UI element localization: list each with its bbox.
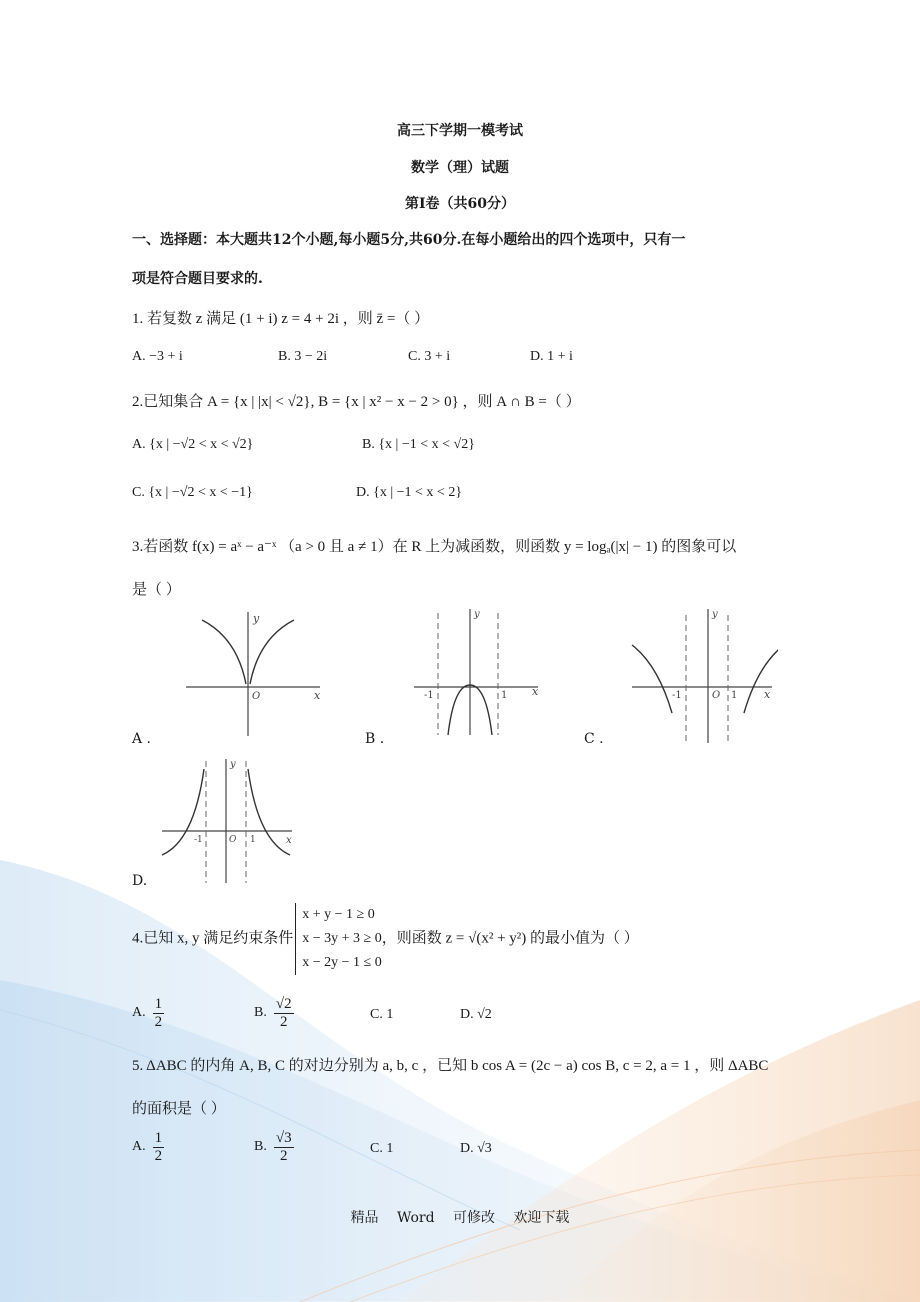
question-5-option-a: A. $\frac{1}{2}$ bbox=[132, 1130, 163, 1164]
svg-text:y: y bbox=[253, 612, 260, 625]
constraint-system bbox=[295, 903, 381, 975]
question-4-option-b: B. $\frac{√2}{2}$ bbox=[254, 996, 292, 1030]
question-3-label-a: A . bbox=[132, 731, 152, 747]
question-5-stem-line1: 5. ΔABC 的内角 A, B, C 的对边分别为 a, b, c ，已知 b cos A = (2c − a) cos B, c = 2, a = 1 ，则 ΔABC bbox=[132, 1058, 769, 1074]
question-3-label-b: B . bbox=[365, 731, 385, 747]
question-3-label-c: C . bbox=[584, 731, 604, 747]
part-heading: 第Ⅰ卷（共60分） bbox=[404, 196, 516, 212]
question-4-stem-post: ，则函数 z = √(x² + y²) 的最小值为（ ） bbox=[381, 930, 639, 947]
svg-text:x: x bbox=[764, 688, 771, 701]
svg-text:-1: -1 bbox=[672, 690, 682, 701]
svg-text:1: 1 bbox=[501, 690, 508, 701]
page-subtitle: 数学（理）试题 bbox=[411, 160, 509, 176]
svg-text:1: 1 bbox=[731, 690, 738, 701]
svg-text:y: y bbox=[712, 609, 718, 620]
question-5-option-d: D. √3 bbox=[460, 1141, 492, 1156]
question-3-stem-line1: 3.若函数 f(x) = aˣ − a⁻ˣ （a > 0 且 a ≠ 1）在 R 上为减函数，则函数 y = logₐ(|x| − 1) 的图象可以 bbox=[132, 539, 737, 555]
svg-text:y: y bbox=[474, 609, 480, 620]
question-1-option-b: B. 3 − 2i bbox=[278, 349, 328, 364]
question-4-option-a: A. $\frac{1}{2}$ bbox=[132, 996, 163, 1030]
graph-option-d bbox=[158, 757, 298, 885]
graph-option-a bbox=[182, 608, 332, 740]
question-3-label-d: D. bbox=[132, 873, 148, 889]
constraint-1: x + y − 1 ≥ 0 bbox=[302, 907, 375, 922]
question-4-stem-pre: 4.已知 x, y 满足约束条件 bbox=[132, 930, 294, 947]
svg-text:x: x bbox=[314, 689, 321, 702]
question-4-option-d: D. √2 bbox=[460, 1007, 492, 1022]
svg-text:x: x bbox=[286, 835, 292, 846]
question-1-option-d: D. 1 + i bbox=[530, 349, 573, 364]
question-5-option-b: B. $\frac{√3}{2}$ bbox=[254, 1130, 292, 1164]
page-footer: 精品 Word 可修改 欢迎下载 bbox=[350, 1210, 570, 1226]
question-2-option-c: C. {x | −√2 < x < −1} bbox=[132, 485, 253, 500]
graph-option-b bbox=[410, 605, 545, 740]
question-3-stem-line2: 是（ ） bbox=[132, 582, 181, 598]
question-1-stem: 1. 若复数 z 满足 (1 + i) z = 4 + 2i ，则 z̄ =（ ） bbox=[132, 311, 430, 327]
question-1-option-a: A. −3 + i bbox=[132, 349, 183, 364]
question-2-option-b: B. {x | −1 < x < √2} bbox=[362, 437, 475, 452]
svg-text:O: O bbox=[229, 835, 237, 845]
svg-text:O: O bbox=[252, 691, 261, 702]
question-2-option-d: D. {x | −1 < x < 2} bbox=[356, 485, 463, 500]
svg-text:y: y bbox=[230, 759, 236, 770]
question-4-option-c: C. 1 bbox=[370, 1007, 394, 1022]
question-5-stem-line2: 的面积是（ ） bbox=[132, 1101, 226, 1117]
question-1-option-c: C. 3 + i bbox=[408, 349, 451, 364]
question-2-stem: 2.已知集合 A = {x | |x| < √2}, B = {x | x² − x − 2 > 0} ，则 A ∩ B =（ ） bbox=[132, 394, 581, 410]
page-title: 高三下学期一模考试 bbox=[397, 123, 523, 139]
question-2-option-a: A. {x | −√2 < x < √2} bbox=[132, 437, 254, 452]
question-5-option-c: C. 1 bbox=[370, 1141, 394, 1156]
svg-text:x: x bbox=[532, 685, 539, 698]
constraint-3: x − 2y − 1 ≤ 0 bbox=[302, 955, 382, 970]
svg-text:-1: -1 bbox=[194, 835, 203, 845]
section-instructions-line2: 项是符合题目要求的. bbox=[132, 271, 263, 287]
svg-text:O: O bbox=[712, 690, 721, 701]
question-4-stem bbox=[132, 903, 639, 975]
svg-text:1: 1 bbox=[250, 835, 256, 845]
section-instructions-line1: 一、选择题：本大题共12个小题,每小题5分,共60分.在每小题给出的四个选项中，只有一 bbox=[132, 232, 686, 248]
svg-text:-1: -1 bbox=[424, 690, 434, 701]
graph-option-c bbox=[628, 605, 778, 745]
constraint-2: x − 3y + 3 ≥ 0 bbox=[302, 931, 382, 946]
